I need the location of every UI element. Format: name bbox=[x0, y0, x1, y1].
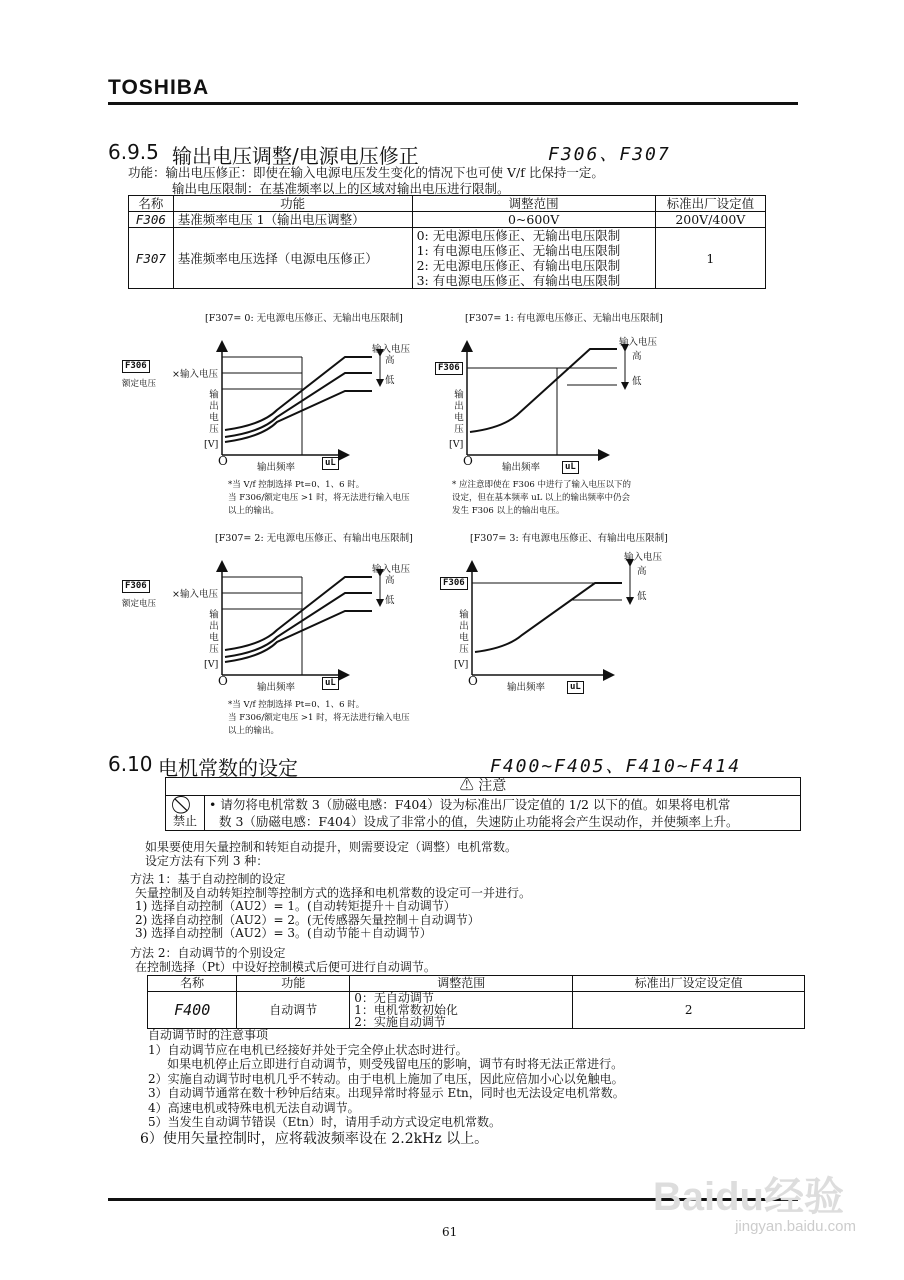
voltage-curve bbox=[225, 391, 372, 442]
diagram-title: [F307= 0: 无电源电压修正、无输出电压限制] bbox=[205, 313, 403, 324]
y-axis-label: 输出电压 bbox=[207, 609, 218, 655]
high-label: 高 bbox=[637, 566, 647, 577]
col-header: 调整范围 bbox=[350, 976, 573, 992]
diagram-note: 以上的输出。 bbox=[228, 726, 280, 736]
voltage-curve bbox=[470, 349, 617, 432]
col-header: 标准出厂设定值 bbox=[655, 196, 765, 212]
method-desc: 在控制选择（Pt）中设好控制模式后便可进行自动调节。 bbox=[135, 959, 436, 974]
method-desc: 矢量控制及自动转矩控制等控制方式的选择和电机常数的设定可一并进行。 bbox=[135, 885, 532, 900]
param-default: 2 bbox=[573, 992, 805, 1029]
range-option: 2：实施自动调节 bbox=[354, 1015, 446, 1029]
range-option: 0: 无电源电压修正、无输出电压限制 bbox=[416, 228, 621, 243]
low-label: 低 bbox=[637, 591, 647, 602]
voltage-curve bbox=[475, 583, 622, 652]
intro bbox=[145, 840, 517, 868]
diagram-note: *当 V/f 控制选择 Pt=0、1、6 时。 bbox=[228, 700, 365, 710]
unit-label: [V] bbox=[449, 439, 464, 450]
diagram-title: [F307= 3: 有电源电压修正、有输出电压限制] bbox=[470, 533, 668, 544]
method-item: 1) 选择自动控制（AU2）= 1。(自动转矩提升＋自动调节） bbox=[135, 899, 456, 913]
warning-icon: ⚠ bbox=[459, 778, 479, 794]
section-title: 输出电压调整/电源电压修正 bbox=[172, 144, 419, 168]
method-item: 3) 选择自动控制（AU2）= 3。(自动节能＋自动调节） bbox=[135, 926, 432, 940]
param-default: 1 bbox=[655, 228, 765, 289]
caution-text: • 请勿将电机常数 3（励磁电感：F404）设为标准出厂设定值的 1/2 以下的值。如果将电机常 bbox=[209, 797, 731, 812]
range-option: 0：无自动调节 bbox=[354, 991, 434, 1005]
origin-label: O bbox=[218, 454, 228, 468]
col-header: 调整范围 bbox=[412, 196, 655, 212]
note-item: 4）高速电机或特殊电机无法自动调节。 bbox=[148, 1100, 360, 1115]
voltage-curve bbox=[225, 373, 372, 437]
base-frequency-box: uL bbox=[322, 677, 339, 690]
range-option: 3: 有电源电压修正、有输出电压限制 bbox=[416, 273, 621, 288]
note-item: 如果电机停止后立即进行自动调节，则受残留电压的影响，调节有时将无法正常进行。 bbox=[148, 1057, 624, 1071]
intro-line: 如果要使用矢量控制和转矩自动提升，则需要设定（调整）电机常数。 bbox=[145, 840, 518, 854]
input-voltage-label: 输入电压 bbox=[372, 344, 411, 355]
section-codes: F400~F405、F410~F414 bbox=[490, 756, 742, 777]
voltage-curve bbox=[225, 357, 372, 430]
base-frequency-box: uL bbox=[322, 457, 339, 470]
function-desc: 功能：输出电压修正：即使在输入电源电压发生变化的情况下也可使 V/f 比保持一定。 bbox=[128, 165, 604, 180]
voltage-curve bbox=[225, 593, 372, 657]
caution-title: 注意 bbox=[478, 778, 507, 794]
voltage-curve bbox=[225, 611, 372, 662]
input-voltage-multiplier: ×输入电压 bbox=[172, 589, 218, 600]
x-axis-label: 输出频率 bbox=[502, 462, 541, 473]
f306-box: F306 bbox=[435, 362, 463, 375]
diagram-title: [F307= 2: 无电源电压修正、有输出电压限制] bbox=[215, 533, 413, 544]
high-label: 高 bbox=[632, 351, 642, 362]
section-number: 6.9.5 bbox=[108, 140, 159, 164]
watermark-url: jingyan.baidu.com bbox=[735, 1218, 856, 1235]
section-number: 6.10 bbox=[108, 752, 153, 776]
param-table-f400 bbox=[147, 975, 805, 1029]
function-desc-2: 输出电压限制：在基准频率以上的区域对输出电压进行限制。 bbox=[172, 181, 510, 196]
param-name: F306 bbox=[129, 212, 174, 228]
diagram-note: *当 V/f 控制选择 Pt=0、1、6 时。 bbox=[228, 480, 365, 490]
col-header: 功能 bbox=[237, 976, 350, 992]
diagram-note: 发生 F306 以上的输出电压。 bbox=[452, 506, 565, 516]
caution-box bbox=[165, 777, 801, 831]
rated-voltage-label: 额定电压 bbox=[122, 599, 157, 609]
param-default: 200V/400V bbox=[655, 212, 765, 228]
note-item: 5）当发生自动调节错误（Etn）时，请用手动方式设定电机常数。 bbox=[148, 1115, 501, 1129]
note-item: 3）自动调节通常在数十秒钟后结束。出现异常时将显示 Etn，同时也无法设定电机常数。 bbox=[148, 1086, 625, 1100]
diagram-note: 设定，但在基本频率 uL 以上的输出频率中仍会 bbox=[452, 493, 631, 503]
page-number: 61 bbox=[442, 1225, 458, 1239]
col-header: 名称 bbox=[129, 196, 174, 212]
x-axis-label: 输出频率 bbox=[257, 462, 296, 473]
x-axis-label: 输出频率 bbox=[257, 682, 296, 693]
range-option: 2: 无电源电压修正、有输出电压限制 bbox=[416, 258, 621, 273]
unit-label: [V] bbox=[204, 659, 219, 670]
input-voltage-label: 输入电压 bbox=[372, 564, 411, 575]
y-axis-label: 输出电压 bbox=[452, 389, 463, 435]
toshiba-logo: TOSHIBA bbox=[108, 76, 210, 99]
intro-line: 设定方法有下列 3 种： bbox=[145, 854, 269, 868]
section-title: 电机常数的设定 bbox=[158, 756, 298, 780]
param-range: 0~600V bbox=[412, 212, 655, 228]
y-axis-label: 输出电压 bbox=[457, 609, 468, 655]
unit-label: [V] bbox=[204, 439, 219, 450]
y-axis-label: 输出电压 bbox=[207, 389, 218, 435]
diagram-title: [F307= 1: 有电源电压修正、无输出电压限制] bbox=[465, 313, 663, 324]
method-title: 方法 1：基于自动控制的设定 bbox=[130, 872, 286, 886]
diagram-note: * 应注意即使在 F306 中进行了输入电压以下的 bbox=[452, 480, 631, 490]
notes-title: 自动调节时的注意事项 bbox=[148, 1028, 269, 1042]
low-label: 低 bbox=[385, 375, 395, 386]
base-frequency-box: uL bbox=[562, 461, 579, 474]
rated-voltage-label: 额定电压 bbox=[122, 379, 157, 389]
input-voltage-multiplier: ×输入电压 bbox=[172, 369, 218, 380]
origin-label: O bbox=[218, 674, 228, 688]
base-frequency-box: uL bbox=[567, 681, 584, 694]
input-voltage-label: 输入电压 bbox=[619, 337, 658, 348]
range-option: 1：电机常数初始化 bbox=[354, 1003, 458, 1017]
diagram-note: 当 F306/额定电压 >1 时，将无法进行输入电压 bbox=[228, 713, 410, 723]
note-6: 6）使用矢量控制时，应将载波频率设在 2.2kHz 以上。 bbox=[140, 1131, 489, 1147]
method-item: 2) 选择自动控制（AU2）= 2。(无传感器矢量控制＋自动调节） bbox=[135, 912, 480, 927]
input-voltage-label: 输入电压 bbox=[624, 552, 663, 563]
param-name: F307 bbox=[129, 228, 174, 289]
low-label: 低 bbox=[632, 376, 642, 387]
origin-label: O bbox=[463, 454, 473, 468]
f306-box: F306 bbox=[122, 360, 150, 373]
table-row bbox=[148, 992, 805, 1029]
param-function: 基准频率电压选择（电源电压修正） bbox=[173, 228, 412, 289]
diagram-note: 以上的输出。 bbox=[228, 506, 280, 516]
prohibited-label: 禁止 bbox=[172, 814, 197, 828]
caution-text: 数 3（励磁电感：F404）设成了非常小的值，失速防止功能将会产生误动作，并使频率上升。 bbox=[219, 814, 739, 829]
diagram-note: 当 F306/额定电压 >1 时，将无法进行输入电压 bbox=[228, 493, 410, 503]
col-header: 功能 bbox=[173, 196, 412, 212]
note-item: 2）实施自动调节时电机几乎不转动。由于电机上施加了电压，因此应倍加小心以免触电。 bbox=[148, 1071, 624, 1086]
col-header: 名称 bbox=[148, 976, 237, 992]
high-label: 高 bbox=[385, 355, 395, 366]
method-title: 方法 2：自动调节的个别设定 bbox=[130, 946, 286, 960]
low-label: 低 bbox=[385, 595, 395, 606]
x-axis-label: 输出频率 bbox=[507, 682, 546, 693]
note-item: 1）自动调节应在电机已经接好并处于完全停止状态时进行。 bbox=[148, 1042, 468, 1057]
f306-box: F306 bbox=[440, 577, 468, 590]
range-option: 1: 有电源电压修正、无输出电压限制 bbox=[416, 243, 621, 258]
param-name: F400 bbox=[148, 992, 237, 1029]
col-header: 标准出厂设定设定值 bbox=[573, 976, 805, 992]
autotune-notes bbox=[148, 1028, 625, 1130]
method-1 bbox=[130, 873, 531, 941]
param-function: 自动调节 bbox=[237, 992, 350, 1029]
unit-label: [V] bbox=[454, 659, 469, 670]
voltage-curve bbox=[225, 577, 372, 650]
origin-label: O bbox=[468, 674, 478, 688]
f306-box: F306 bbox=[122, 580, 150, 593]
prohibited-icon bbox=[170, 796, 200, 813]
method-2 bbox=[130, 947, 436, 974]
watermark: Baidu经验 bbox=[652, 1175, 844, 1219]
section-codes: F306、F307 bbox=[548, 144, 671, 165]
high-label: 高 bbox=[385, 575, 395, 586]
param-function: 基准频率电压 1（输出电压调整） bbox=[173, 212, 412, 228]
